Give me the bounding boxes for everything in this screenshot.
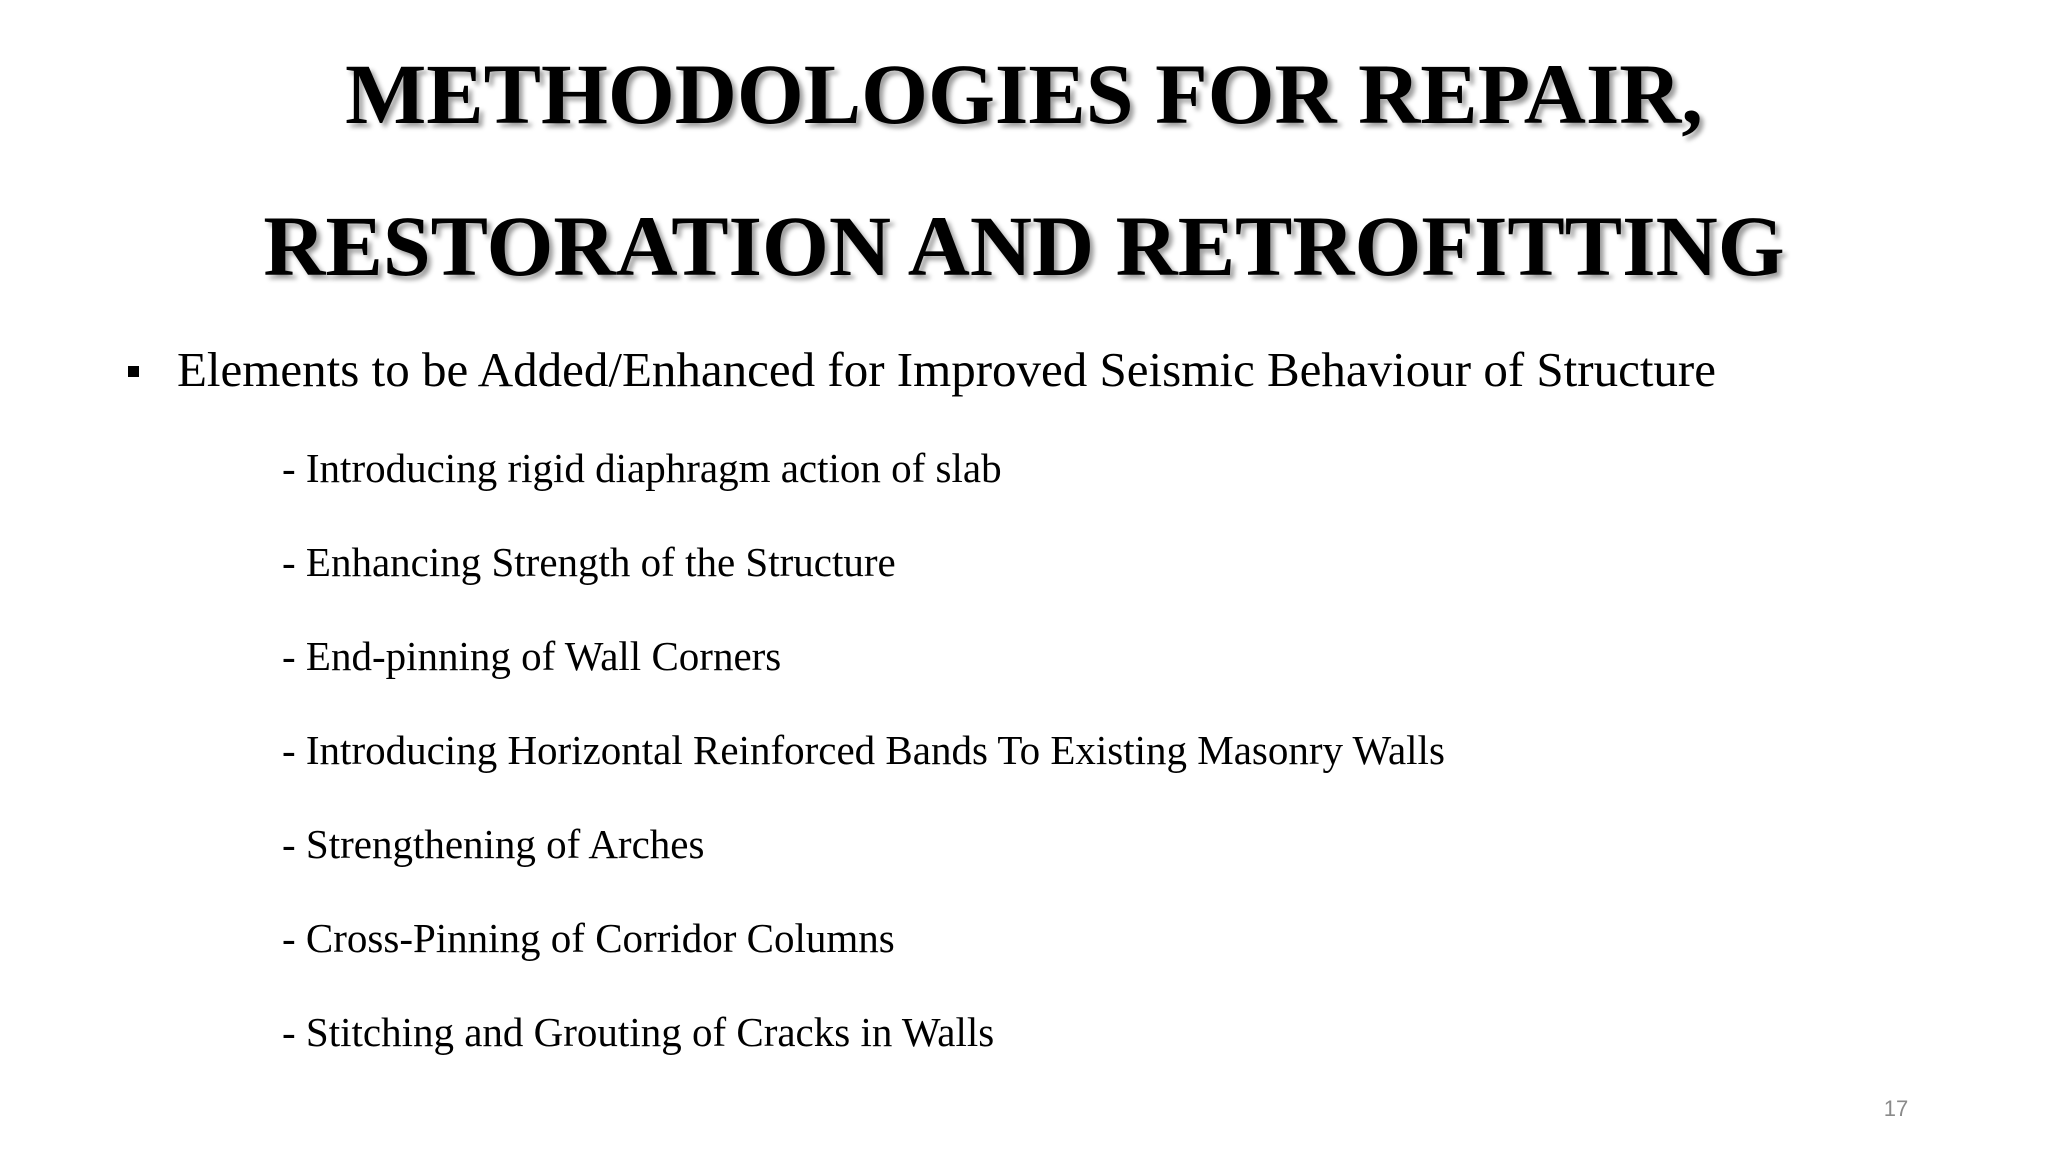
title-line-2: RESTORATION AND RETROFITTING: [263, 198, 1785, 294]
sub-item-list: [282, 431, 1445, 1089]
sub-item-cross-pinning: - Cross-Pinning of Corridor Columns: [282, 915, 895, 961]
page-number: 17: [1883, 1096, 1909, 1121]
sub-item-end-pinning: - End-pinning of Wall Corners: [282, 633, 782, 679]
square-bullet-icon: [128, 366, 139, 377]
main-bullet: [128, 332, 1716, 406]
sub-item-enhancing-strength: - Enhancing Strength of the Structure: [282, 539, 896, 585]
main-bullet-text: Elements to be Added/Enhanced for Improved Seismic Behaviour of Structure: [177, 341, 1717, 397]
sub-item-rigid-diaphragm: - Introducing rigid diaphragm action of slab: [282, 445, 1002, 491]
sub-item-strengthening-arches: - Strengthening of Arches: [282, 821, 705, 867]
slide-title: [0, 18, 2048, 322]
sub-item-stitching-grouting: - Stitching and Grouting of Cracks in Walls: [282, 1009, 995, 1055]
sub-item-horizontal-bands: - Introducing Horizontal Reinforced Bands To Existing Masonry Walls: [282, 727, 1445, 773]
title-line-1: METHODOLOGIES FOR REPAIR,: [345, 46, 1703, 142]
